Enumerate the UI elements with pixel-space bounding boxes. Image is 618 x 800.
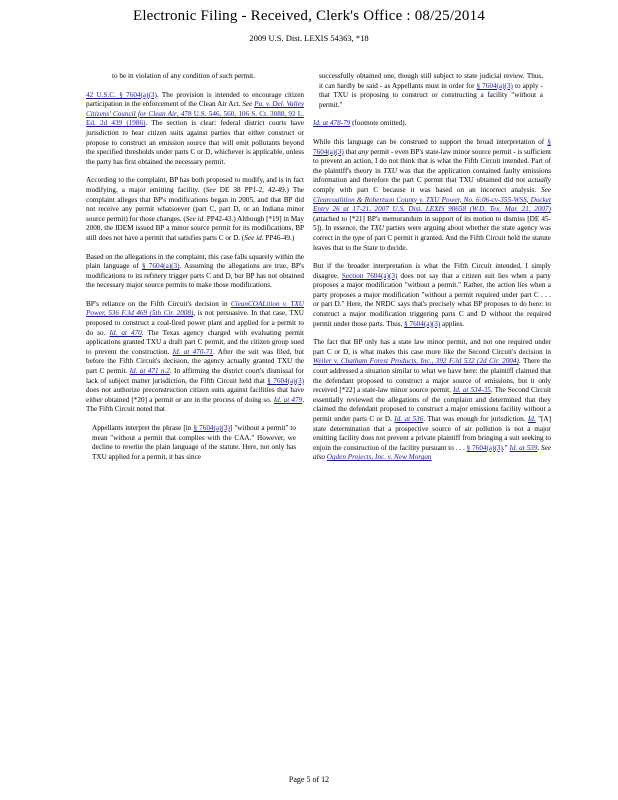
citation-link[interactable]: § 7604(a)(3) — [313, 137, 551, 156]
citation-link[interactable]: Clearcoalition & Robertson County v. TXU Power, No. 6:06-cv-355-WSS, Docket Entry 26 at 17-21, 2007 U.S. Dist. LEXIS 98658 (W.D. Tex. Mar. 21, 2007) — [313, 195, 551, 214]
citation-link[interactable]: Id. at 470 — [109, 328, 142, 337]
paragraph: BP's reliance on the Fifth Circuit's decision in CleanCOALition v. TXU Power, 536 F.3d 469 (5th Cir. 2008), is not persuasive. In that case, TXU proposed to construct a coal-fired power plant and applied for a permit to do so. Id. at 470. The Texas agency charged with evaluating permit applications granted TXU a draft part C permit, and the citizen group sued to prevent the construction. Id. at 470-71. After the suit was filed, but before the Fifth Circuit's decision, the agency actually granted TXU the part C permit. Id. at 471 n.2. In affirming the district court's dismissal for lack of subject matter jurisdiction, the Fifth Circuit held that § 7604(a)(3) does not authorize preconstruction citizen suits against facilities that have either obtained [*20] a permit or are in the process of doing so. Id. at 479. The Fifth Circuit noted that — [86, 299, 305, 414]
citation-link[interactable]: Id. at 479 — [273, 395, 303, 404]
right-column — [313, 72, 551, 472]
paragraph: But if the broader interpretation is what the Fifth Circuit intended, I simply disagree. Section 7604(a)(3) does not say that a citizen suit lies when a party proposes a major modification "without a permit." Rather, the action lies when a party proposes a major modification "without a permit required under part C . . . or part D." Here, the NRDC says that's precisely what BP proposes to do here: to construct a major modification triggering parts C and D without the required permit under those parts. Thus, § 7604(a)(3) applies. — [313, 262, 551, 328]
citation-link[interactable]: 42 U.S.C. § 7604(a)(3) — [86, 90, 157, 99]
paragraph: The fact that BP only has a state law minor permit, and not one required under part C or D, is what makes this case more like the Second Circuit's decision in Weiler v. Chatham Forest Products, Inc., 392 F.3d 532 (2d Cir. 2004). There the court addressed a situation similar to what we have here: the plaintiff claimed that the defendant proposed to construct a major source of emissions, but it only received [*22] a state-law minor source permit. Id. at 534-35. The Second Circuit essentially reviewed the allegations of the complaint and determined that they claimed the defendant proposed to construct a major emissions facility without a permit under parts C or D. Id. at 536. That was enough for jurisdiction. Id. "[A] state determination that a prospective source of air pollution is not a major emitting facility does not prevent a private plaintiff from bringing a suit seeking to enjoin the construction of the facility pursuant to . . . § 7604(a)(3)." Id. at 539. See also Ogden Projects, Inc. v. New Morgan — [313, 338, 552, 462]
paragraph: While this language can be construed to support the broad interpretation of § 7604(a)(3) that any permit - even BP's state-law minor source permit - is sufficient to prevent an action, I do not think that is what the Fifth Circuit intended. Part of the plaintiff's theory in TXU was that the application contained faulty emissions information and therefore the part C permit that TXU obtained did not actually comply with part C because it was based on an incorrect analysis. See Clearcoalition & Robertson County v. TXU Power, No. 6:06-cv-355-WSS, Docket Entry 26 at 17-21, 2007 U.S. Dist. LEXIS 98658 (W.D. Tex. Mar. 21, 2007) (attached to [*21] BP's memorandum in support of its motion to dismiss [DE 45-5]). In essence, the TXU parties were arguing about whether the state agency was correct in the type of part C permit it granted. And the Fifth Circuit held the statute leaves that to the State to decide. — [313, 137, 551, 252]
citation-link[interactable]: Id. at 534-35 — [452, 386, 491, 395]
citation-link[interactable]: Pa. v. Del. Valley Citizens' Council for Clean Air, 478 U.S. 546, 560, 106 S. Ct. 3088, 92 L. Ed. 2d 439 (1986) — [86, 100, 305, 128]
lexis-citation: 2009 U.S. Dist. LEXIS 54363, *18 — [249, 33, 369, 43]
citation-link[interactable]: § 7604(a)(3) — [267, 376, 304, 385]
citation-link[interactable]: Id. at 478-79 — [313, 119, 351, 128]
citation-link[interactable]: Id. — [527, 415, 536, 423]
paragraph: According to the complaint, BP has both proposed to modify, and is in fact modifying, a major emitting facility. (See DE 38 PP1-2, 42-49.) The complaint alleges that BP's modifications began in 2005, and that BP did not receive any permit whatsoever (part C, part D, or an Indiana minor source permit) for those changes. (See id. PP42-43.) Although [*19] in May 2008, the IDEM issued BP a minor source permit for its modifications, BP still does not have a permit that satisfies parts C or D. (See id. PP46-49.) — [86, 176, 304, 242]
citation-link[interactable]: § 7604(a)(3) — [141, 262, 180, 271]
citation-link[interactable]: Id. at 471 n.2 — [129, 367, 170, 376]
citation-link[interactable]: CleanCOALition v. TXU Power, 536 F.3d 469 (5th Cir. 2008) — [86, 299, 304, 318]
block-quote: successfully obtained one, though still subject to state judicial review. Thus, it can hardly be said - as Appellants must in order for § 7604(a)(3) to apply - that TXU is proposing to construct or constructing a facility "without a permit." — [319, 72, 544, 109]
citation-link[interactable]: § 7604(a)(3) — [404, 319, 441, 328]
block-quote: Appellants interpret the phrase [in § 7604(a)(3)] "without a permit" to mean "without a permit that complies with the CAA." However, we decline to rewrite the plain language of the statute. Here, not only has TXU applied for a permit, it has since — [92, 424, 296, 461]
paragraph: Based on the allegations in the complaint, this case falls squarely within the plain language of § 7604(a)(3). Assuming the allegations are true, BP's modifications to its refinery trigger parts C and D, but BP has not obtained the necessary major source permits to make those modifications. — [86, 252, 304, 290]
citation-link[interactable]: Section 7604(a)(3) — [341, 271, 398, 280]
citation-link[interactable]: Ogden Projects, Inc. v. New Morgan — [326, 453, 432, 462]
left-column — [86, 72, 304, 471]
citation-link[interactable]: § 7604(a)(3) — [193, 424, 230, 432]
paragraph: Id. at 478-79 (footnote omitted). — [313, 119, 407, 128]
page-number: Page 5 of 12 — [288, 775, 330, 784]
citation-link[interactable]: Id. at 536 — [394, 415, 424, 423]
paragraph: 42 U.S.C. § 7604(a)(3). The provision is intended to encourage citizen participation in the enforcement of the Clean Air Act. See Pa. v. Del. Valley Citizens' Council for Clean Air, 478 U.S. 546, 560, 106 S. Ct. 3088, 92 L. Ed. 2d 439 (1986). The section is clear: federal district courts have jurisdiction to hear citizen suits against parties that either construct or propose to construct an emission source that will emit pollutants beyond the specified thresholds under parts C or D, whichever is applicable, unless the party has first obtained the necessary permit. — [86, 90, 305, 166]
citation-link[interactable]: Weiler v. Chatham Forest Products, Inc., 392 F.3d 532 (2d Cir. 2004) — [313, 357, 519, 366]
citation-link[interactable]: Id. at 539 — [509, 443, 538, 452]
citation-link[interactable]: Id. at 470-71 — [172, 347, 213, 356]
statute-quote-end: to be in violation of any condition of such permit. — [112, 72, 255, 80]
citation-link[interactable]: § 7604(a)(3) — [466, 443, 503, 452]
citation-link[interactable]: § 7604(a)(3) — [476, 81, 513, 90]
filing-stamp-header: Electronic Filing - Received, Clerk's Office : 08/25/2014 — [132, 8, 486, 24]
